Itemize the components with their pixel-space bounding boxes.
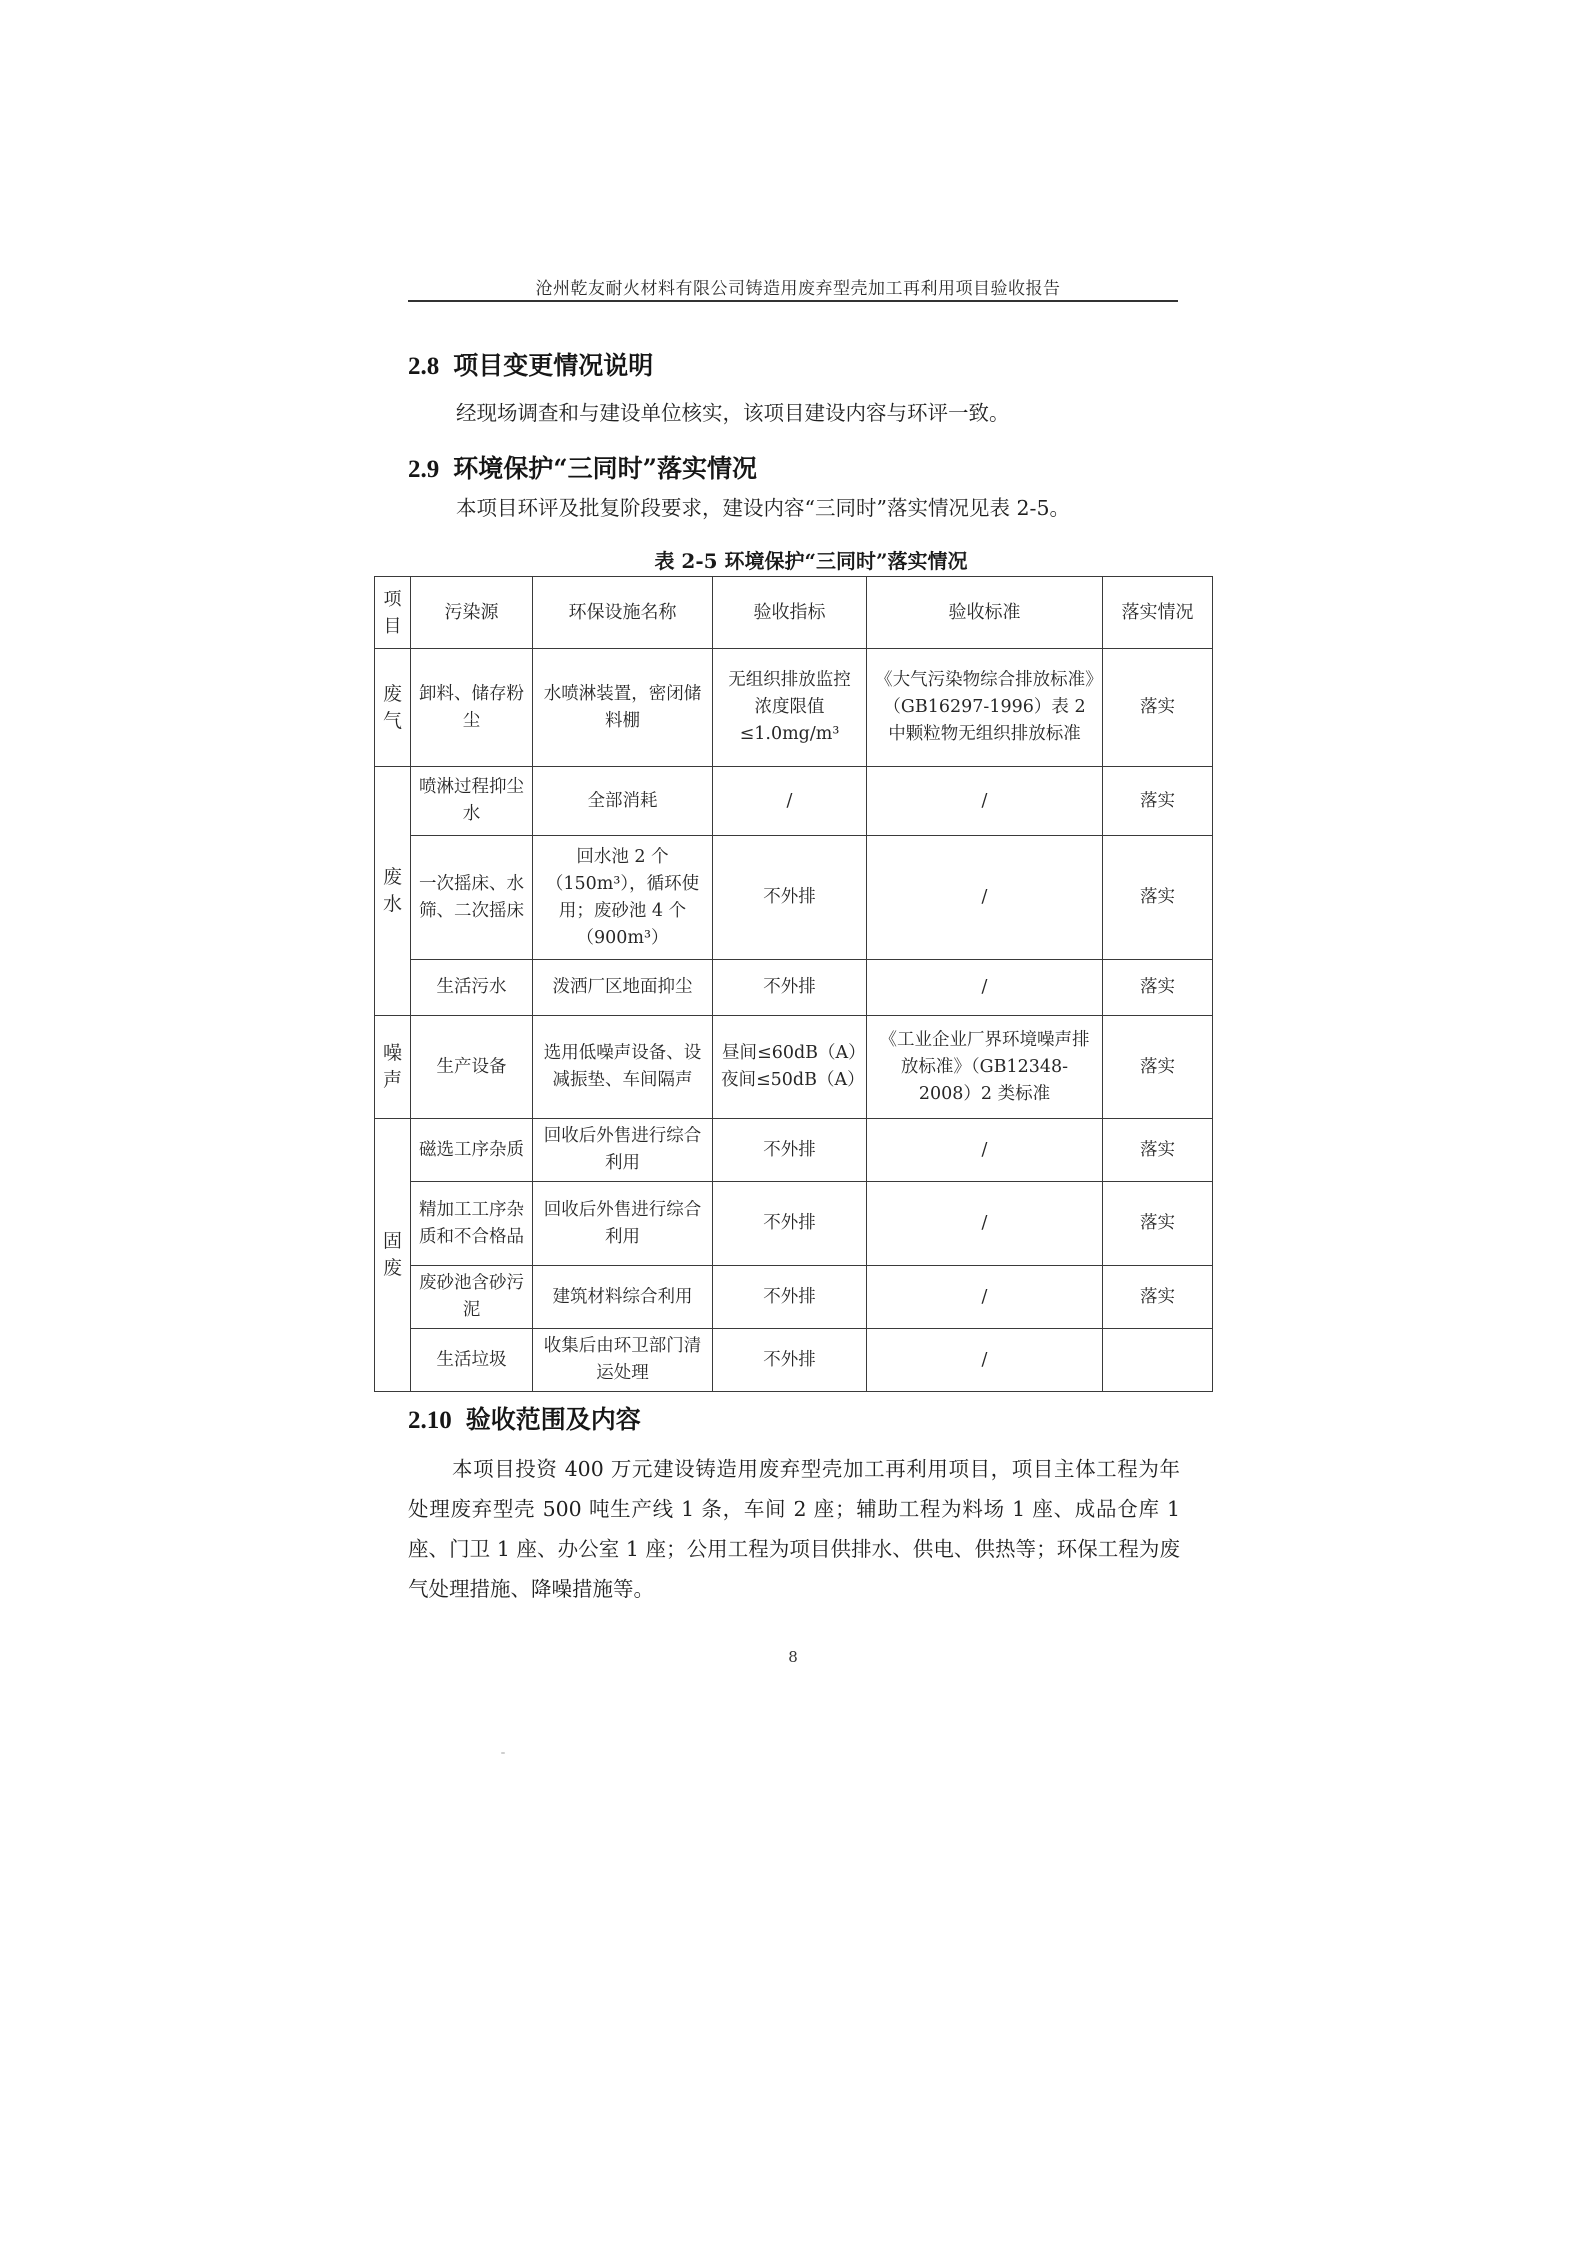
indicator-cell: 不外排 [713,1182,867,1266]
table-caption: 表 2-5 环境保护“三同时”落实情况 [654,549,968,573]
facility-cell: 选用低噪声设备、设减振垫、车间隔声 [533,1016,713,1119]
table-row [375,1119,1213,1182]
standard-cell: 《工业企业厂界环境噪声排放标准》（GB12348-2008）2 类标准 [867,1016,1103,1119]
paragraph-2-8: 经现场调查和与建设单位核实，该项目建设内容与环评一致。 [456,401,1010,425]
status-cell [1103,1329,1213,1392]
standard-cell: / [867,767,1103,836]
category-cell: 噪声 [375,1016,411,1119]
section-number: 2.9 [408,456,440,483]
category-cell: 废气 [375,649,411,767]
source-cell: 生产设备 [411,1016,533,1119]
facility-cell: 回收后外售进行综合利用 [533,1119,713,1182]
status-cell: 落实 [1103,767,1213,836]
status-cell: 落实 [1103,649,1213,767]
standard-cell: / [867,1266,1103,1329]
status-cell: 落实 [1103,1119,1213,1182]
source-cell: 喷淋过程抑尘水 [411,767,533,836]
indicator-cell: 无组织排放监控浓度限值≤1.0mg/m³ [713,649,867,767]
paragraph-2-10: 本项目投资 400 万元建设铸造用废弃型壳加工再利用项目，项目主体工程为年处理废弃型壳 500 吨生产线 1 条，车间 2 座；辅助工程为料场 1 座、成品仓库 1 座、门卫 1 座、办公室 1 座；公用工程为项目供排水、供电、供热等；环保工程为废气处理措施、降噪措施等。 [408,1457,1180,1601]
facility-cell: 泼洒厂区地面抑尘 [533,960,713,1016]
indicator-cell: 不外排 [713,836,867,960]
status-cell: 落实 [1103,1182,1213,1266]
facility-cell: 建筑材料综合利用 [533,1266,713,1329]
indicator-cell: 不外排 [713,1119,867,1182]
header-cell: 项目 [375,577,411,649]
header-cell: 验收指标 [713,577,867,649]
section-heading-2-9 [408,449,757,485]
table-row [375,836,1213,960]
standard-cell: 《大气污染物综合排放标准》（GB16297-1996）表 2 中颗粒物无组织排放标准 [867,649,1103,767]
status-cell: 落实 [1103,1016,1213,1119]
section-title: 环境保护“三同时”落实情况 [453,454,758,483]
standard-cell: / [867,1119,1103,1182]
section-title: 项目变更情况说明 [453,351,654,380]
section-heading-2-10 [408,1400,641,1436]
category-cell: 固废 [375,1119,411,1392]
facility-cell: 回收后外售进行综合利用 [533,1182,713,1266]
indicator-cell: 不外排 [713,1329,867,1392]
standard-cell: / [867,836,1103,960]
standard-cell: / [867,1329,1103,1392]
table-header-row [375,577,1213,649]
status-cell: 落实 [1103,836,1213,960]
category-cell: 废水 [375,767,411,1016]
indicator-cell: 不外排 [713,1266,867,1329]
section-number: 2.8 [408,353,440,380]
source-cell: 卸料、储存粉尘 [411,649,533,767]
header-cell: 环保设施名称 [533,577,713,649]
table-row [375,1266,1213,1329]
facility-cell: 全部消耗 [533,767,713,836]
standard-cell: / [867,960,1103,1016]
paragraph-2-9: 本项目环评及批复阶段要求，建设内容“三同时”落实情况见表 2-5。 [456,496,1070,520]
table-row [375,1016,1213,1119]
header-cell: 落实情况 [1103,577,1213,649]
table-row [375,1182,1213,1266]
section-heading-2-8 [408,346,653,382]
source-cell: 生活垃圾 [411,1329,533,1392]
section-title: 验收范围及内容 [465,1405,641,1434]
running-header: 沧州乾友耐火材料有限公司铸造用废弃型壳加工再利用项目验收报告 [535,279,1061,299]
source-cell: 生活污水 [411,960,533,1016]
facility-cell: 回水池 2 个（150m³），循环使用；废砂池 4 个（900m³） [533,836,713,960]
source-cell: 废砂池含砂污泥 [411,1266,533,1329]
table-row [375,1329,1213,1392]
facility-cell: 水喷淋装置，密闭储料棚 [533,649,713,767]
source-cell: 精加工工序杂质和不合格品 [411,1182,533,1266]
indicator-cell: / [713,767,867,836]
table-row [375,960,1213,1016]
page-number: 8 [788,1648,798,1666]
table-row [375,767,1213,836]
scan-speck [501,1752,505,1754]
facility-cell: 收集后由环卫部门清运处理 [533,1329,713,1392]
indicator-cell: 不外排 [713,960,867,1016]
section-number: 2.10 [408,1407,452,1434]
header-rule [408,300,1178,302]
source-cell: 一次摇床、水筛、二次摇床 [411,836,533,960]
table-row [375,649,1213,767]
standard-cell: / [867,1182,1103,1266]
header-cell: 污染源 [411,577,533,649]
header-cell: 验收标准 [867,577,1103,649]
source-cell: 磁选工序杂质 [411,1119,533,1182]
indicator-cell: 昼间≤60dB（A）夜间≤50dB（A） [713,1016,867,1119]
status-cell: 落实 [1103,960,1213,1016]
three-simultaneous-table [374,576,1213,1392]
status-cell: 落实 [1103,1266,1213,1329]
